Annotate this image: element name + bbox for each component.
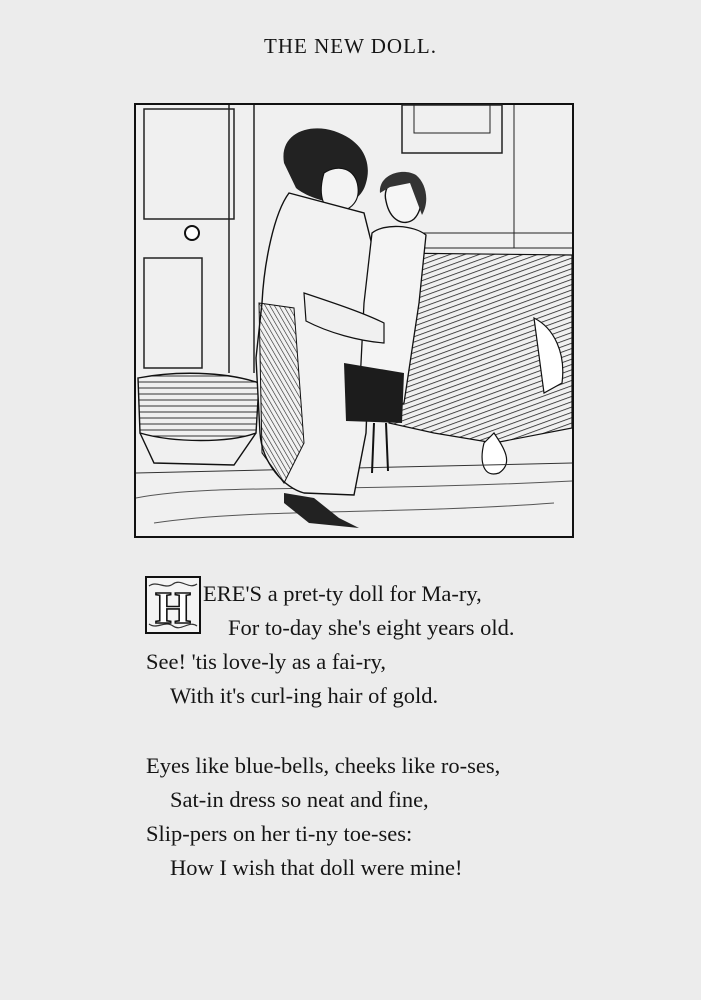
poem-line: Eyes like blue-bells, cheeks like ro-ses, bbox=[146, 753, 501, 778]
poem-line: With it's curl-ing hair of gold. bbox=[170, 683, 439, 708]
poem-line: Sat-in dress so neat and fine, bbox=[170, 787, 429, 812]
poem-line: See! 'tis love-ly as a fai-ry, bbox=[146, 649, 387, 674]
dropcap-letter: H bbox=[155, 582, 191, 633]
page-title: THE NEW DOLL. bbox=[264, 34, 437, 58]
poem-line: How I wish that doll were mine! bbox=[170, 855, 463, 880]
poem-line: For to-day she's eight years old. bbox=[228, 615, 515, 640]
poem-line: Slip-pers on her ti-ny toe-ses: bbox=[146, 821, 413, 846]
poem-line: ERE'S a pret-ty doll for Ma-ry, bbox=[203, 581, 482, 606]
